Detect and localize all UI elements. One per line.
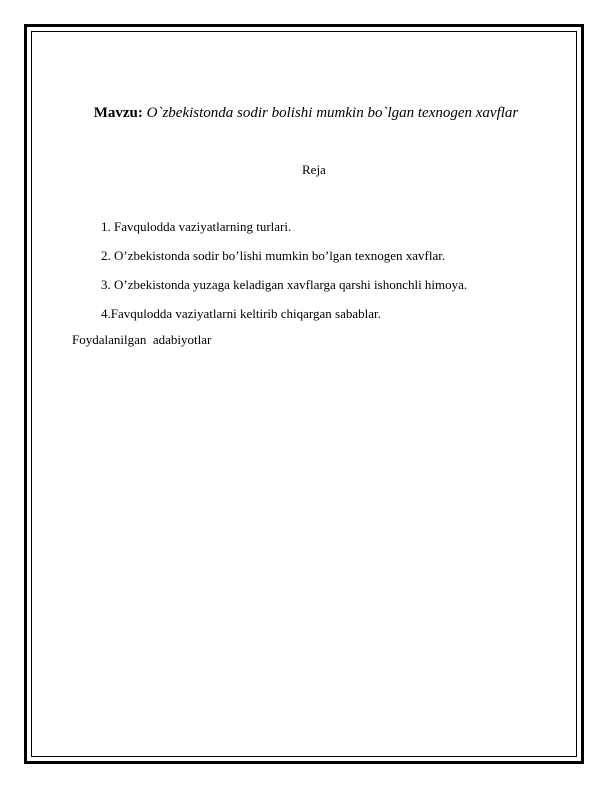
document-title (0, 104, 612, 122)
references-heading: Foydalanilgan adabiyotlar (72, 332, 212, 347)
plan-list (101, 219, 467, 335)
title-topic: O`zbekistonda sodir bolishi mumkin bo`lgan texnogen xavflar (142, 105, 519, 121)
title-label: Mavzu: (93, 105, 143, 121)
page-border-inner (31, 31, 577, 757)
plan-item-2: 2. O’zbekistonda sodir bo’lishi mumkin bo’lgan texnogen xavflar. (101, 248, 446, 263)
plan-item-4: 4.Favqulodda vaziyatlarni keltirib chiqargan sabablar. (101, 306, 381, 321)
plan-item-3: 3. O’zbekistonda yuzaga keladigan xavflarga qarshi ishonchli himoya. (101, 277, 468, 292)
plan-heading: Reja (302, 162, 326, 177)
plan-item-1: 1. Favqulodda vaziyatlarning turlari. (101, 219, 292, 234)
